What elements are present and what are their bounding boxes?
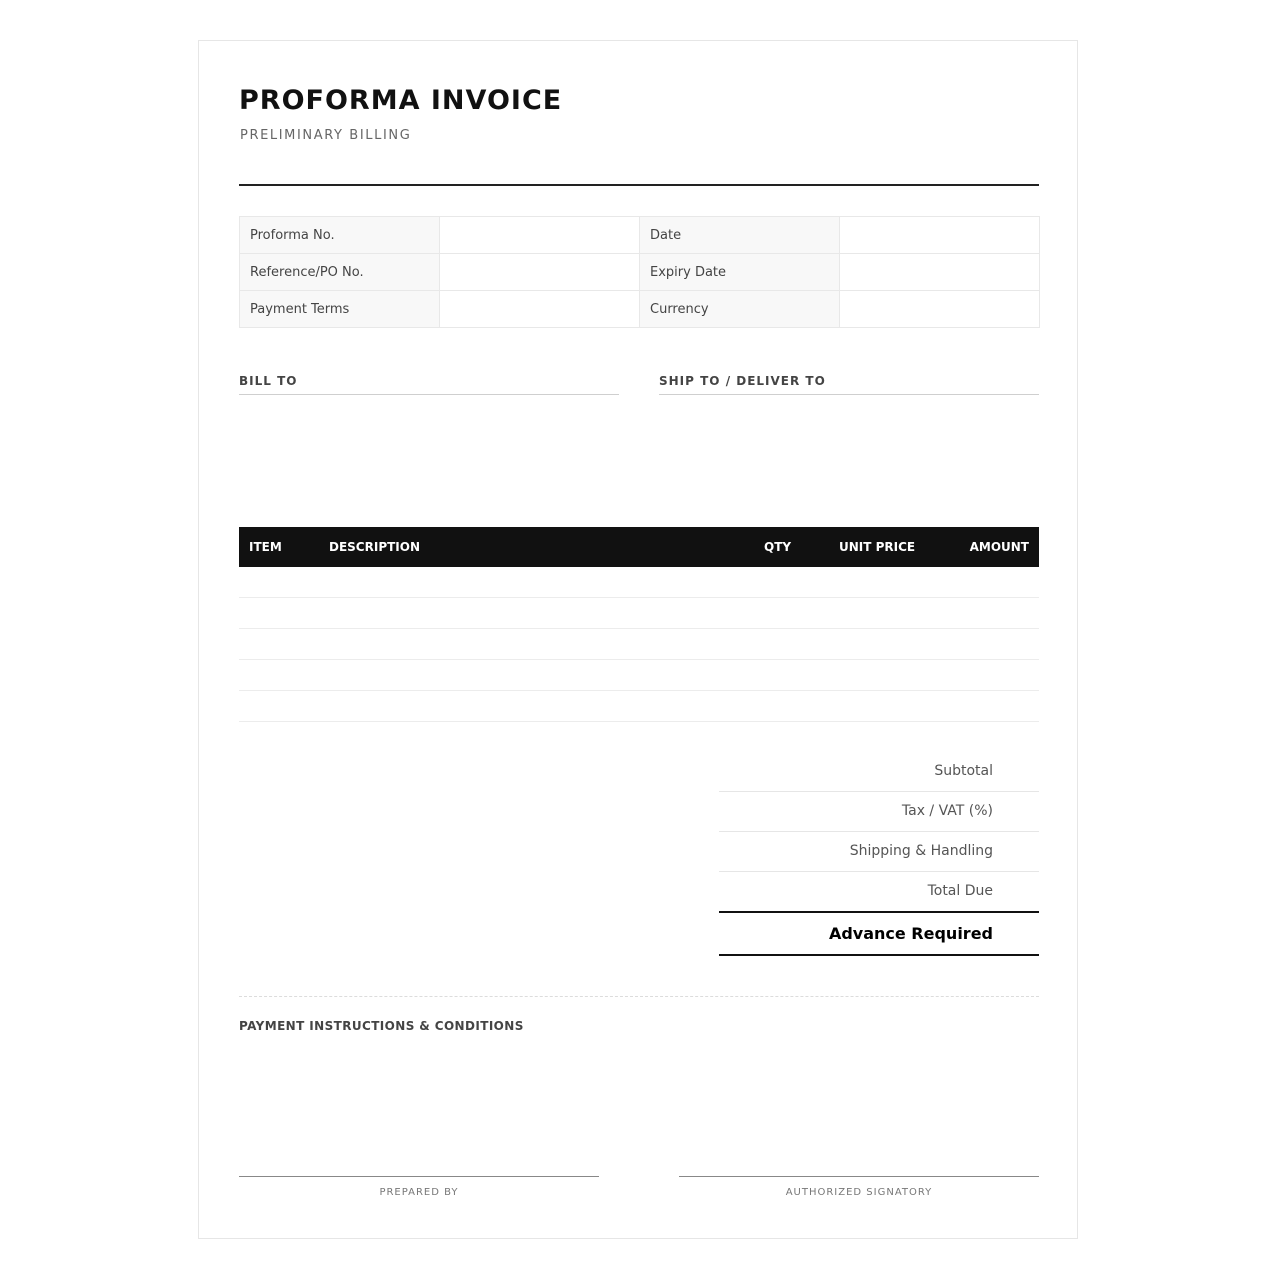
table-row[interactable] (239, 659, 1039, 660)
document-subtitle: PRELIMINARY BILLING (240, 128, 412, 143)
header-divider (239, 184, 1039, 186)
payment-instructions-area[interactable] (239, 1043, 1039, 1153)
table-row[interactable] (239, 628, 1039, 629)
shipping-row (719, 832, 1039, 872)
reference-po-label: Reference/PO No. (240, 254, 440, 291)
expiry-date-label: Expiry Date (640, 254, 840, 291)
section-divider (239, 996, 1039, 997)
meta-row (240, 217, 1040, 254)
column-item: ITEM (249, 540, 282, 554)
bill-to-area[interactable] (239, 403, 619, 503)
table-row[interactable] (239, 721, 1039, 722)
reference-po-field[interactable] (440, 254, 640, 291)
payment-terms-field[interactable] (440, 291, 640, 328)
prepared-by-label: PREPARED BY (379, 1187, 459, 1198)
prepared-by-signature-line[interactable] (239, 1176, 599, 1177)
subtotal-row (719, 752, 1039, 792)
invoice-page (198, 40, 1078, 1239)
proforma-no-label: Proforma No. (240, 217, 440, 254)
date-field[interactable] (840, 217, 1040, 254)
meta-row (240, 254, 1040, 291)
expiry-date-field[interactable] (840, 254, 1040, 291)
payment-instructions-heading: PAYMENT INSTRUCTIONS & CONDITIONS (239, 1019, 524, 1033)
payment-terms-label: Payment Terms (240, 291, 440, 328)
shipping-label: Shipping & Handling (849, 843, 993, 859)
items-table-header (239, 527, 1039, 567)
meta-row (240, 291, 1040, 328)
column-amount: AMOUNT (969, 540, 1029, 554)
bill-to-heading: BILL TO (239, 374, 619, 395)
advance-required-label: Advance Required (828, 924, 993, 943)
subtotal-label: Subtotal (934, 763, 993, 779)
currency-field[interactable] (840, 291, 1040, 328)
total-due-label: Total Due (927, 883, 993, 899)
column-qty: QTY (764, 540, 792, 554)
authorized-signature-line[interactable] (679, 1176, 1039, 1177)
total-due-row (719, 872, 1039, 912)
proforma-no-field[interactable] (440, 217, 640, 254)
table-row[interactable] (239, 690, 1039, 691)
table-row[interactable] (239, 597, 1039, 598)
invoice-meta-table (239, 216, 1040, 328)
currency-label: Currency (640, 291, 840, 328)
column-unit-price: UNIT PRICE (839, 540, 916, 554)
tax-row (719, 792, 1039, 832)
document-title: PROFORMA INVOICE (239, 85, 563, 116)
ship-to-area[interactable] (659, 403, 1039, 503)
advance-required-row (719, 911, 1039, 956)
ship-to-heading: SHIP TO / DELIVER TO (659, 374, 1039, 395)
date-label: Date (640, 217, 840, 254)
column-description: DESCRIPTION (329, 540, 421, 554)
authorized-signatory-label: AUTHORIZED SIGNATORY (785, 1187, 933, 1198)
tax-label: Tax / VAT (%) (901, 803, 993, 819)
